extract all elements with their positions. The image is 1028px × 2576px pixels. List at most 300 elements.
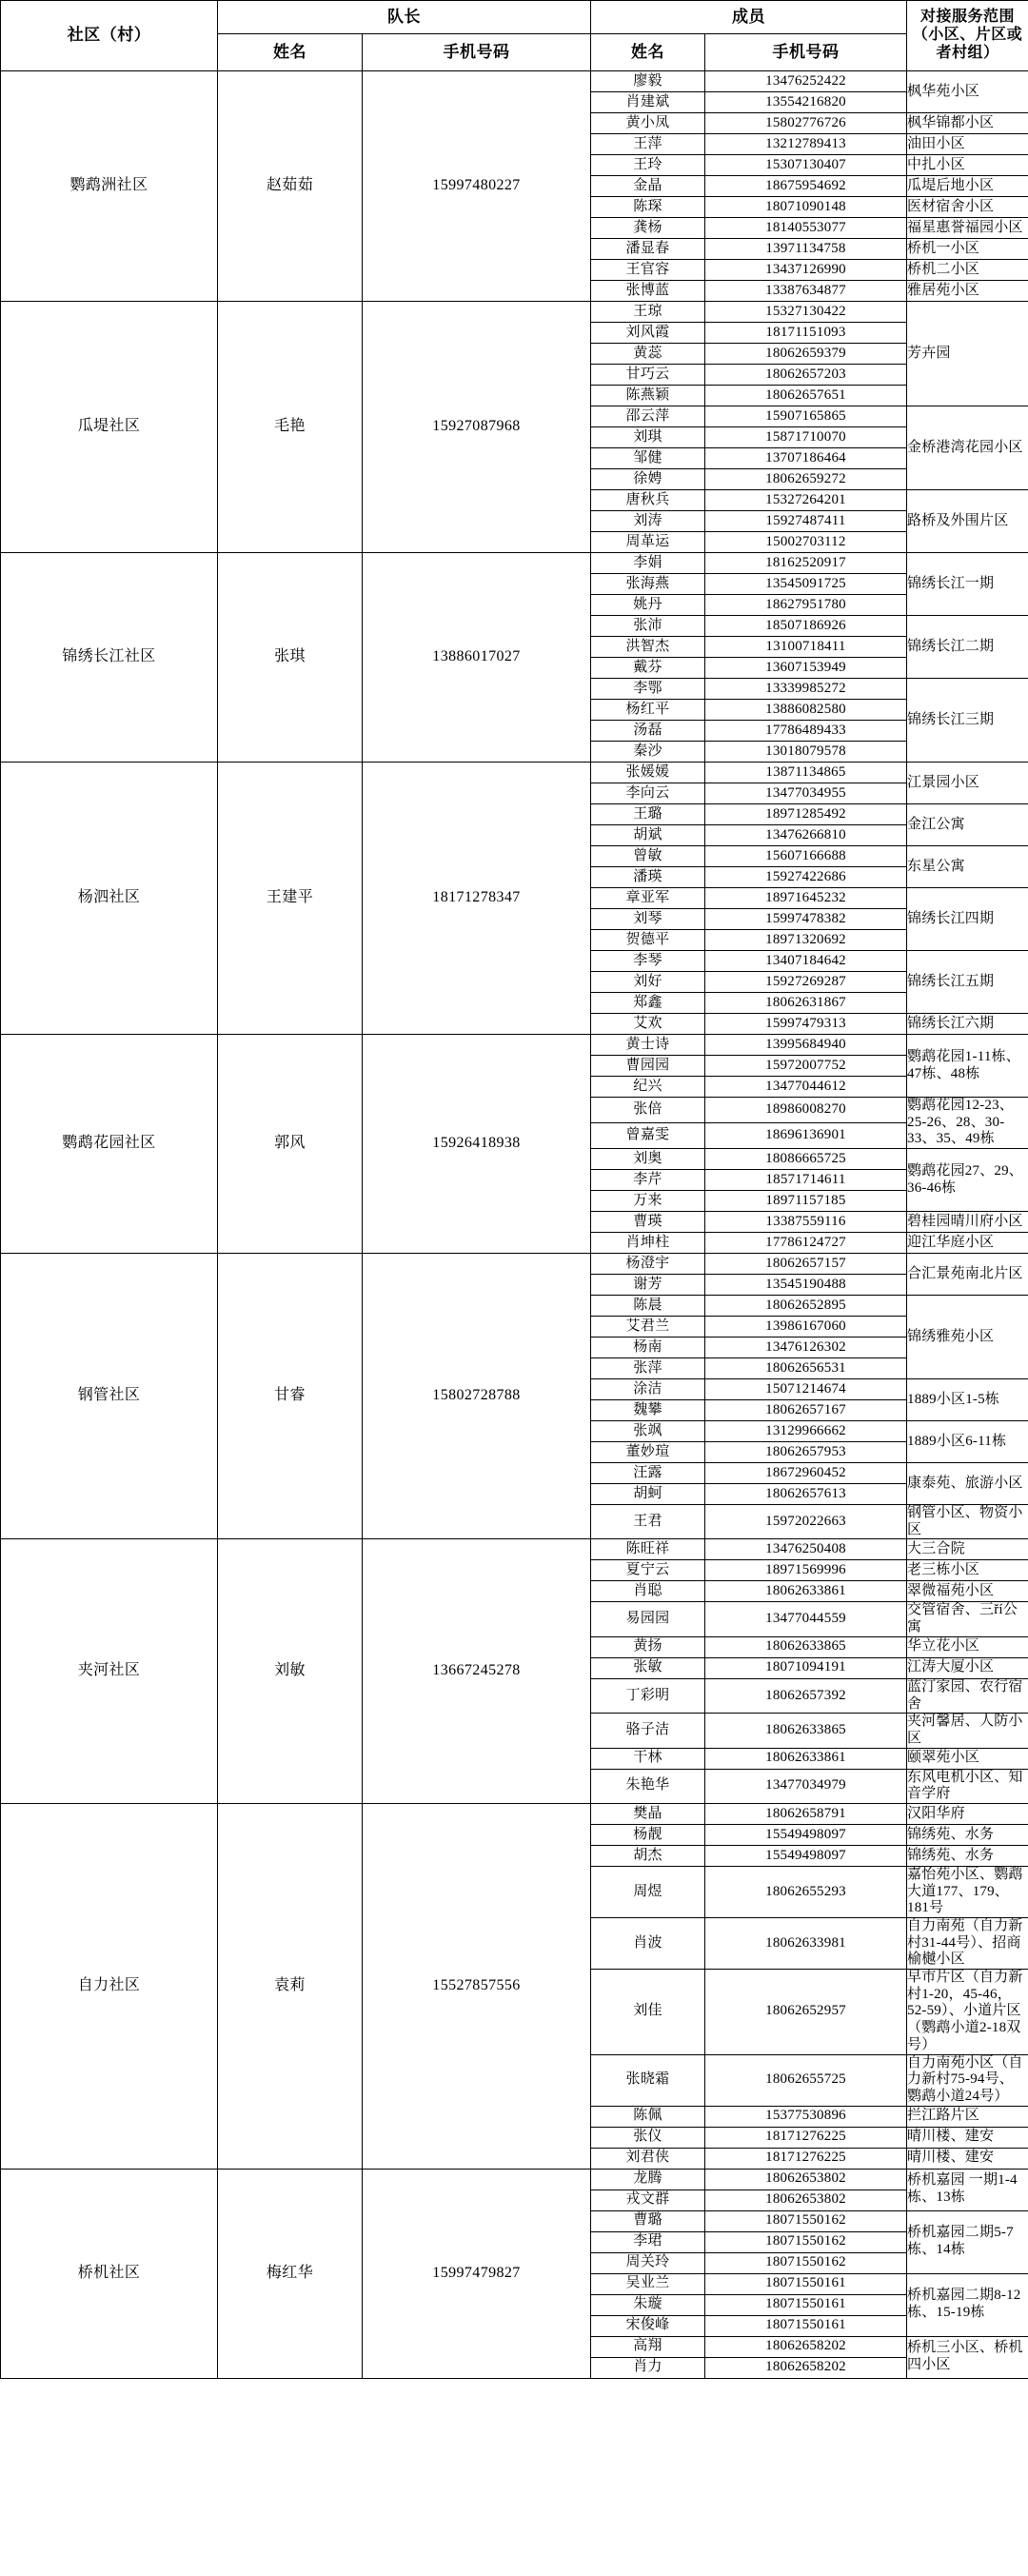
cell-member-phone: 15327130422 — [705, 302, 907, 323]
cell-leader_phone: 15926418938 — [363, 1035, 591, 1254]
cell-member-phone: 15927269287 — [705, 972, 907, 993]
cell-member-phone: 18062657203 — [705, 365, 907, 386]
cell-member-name: 李芹 — [591, 1170, 705, 1191]
cell-scope: 中扎小区 — [907, 155, 1028, 176]
cell-member-name: 张倍 — [591, 1098, 705, 1123]
cell-scope: 芳卉园 — [907, 302, 1028, 406]
cell-scope: 汉阳华府 — [907, 1803, 1028, 1824]
cell-member-phone: 15607166688 — [705, 846, 907, 867]
cell-member-name: 肖聪 — [591, 1581, 705, 1602]
cell-member-phone: 13871134865 — [705, 763, 907, 783]
cell-member-name: 邵云萍 — [591, 406, 705, 427]
cell-scope: 医材宿舍小区 — [907, 197, 1028, 218]
cell-scope: 锦绣苑、水务 — [907, 1824, 1028, 1845]
cell-member-name: 戴芬 — [591, 658, 705, 679]
cell-leader_phone: 13886017027 — [363, 553, 591, 763]
cell-scope: 鹦鹉花园27、29、36-46栋 — [907, 1149, 1028, 1212]
cell-member-name: 艾欢 — [591, 1014, 705, 1035]
cell-leader_phone: 15527857556 — [363, 1803, 591, 2169]
cell-member-name: 董妙瑄 — [591, 1442, 705, 1463]
cell-member-name: 杨澄宇 — [591, 1254, 705, 1275]
cell-scope: 江涛大厦小区 — [907, 1657, 1028, 1678]
cell-scope: 华立花小区 — [907, 1636, 1028, 1657]
cell-member-name: 姚丹 — [591, 595, 705, 616]
cell-community: 夹河社区 — [1, 1539, 218, 1804]
cell-member-name: 李娟 — [591, 553, 705, 574]
cell-member-phone: 18062655293 — [705, 1866, 907, 1917]
cell-member-name: 王萍 — [591, 134, 705, 155]
header-member-phone: 手机号码 — [705, 34, 907, 71]
cell-member-phone: 18062652957 — [705, 1970, 907, 2054]
cell-member-phone: 18971569996 — [705, 1560, 907, 1581]
cell-scope: 康泰苑、旅游小区 — [907, 1463, 1028, 1505]
cell-community: 瓜堤社区 — [1, 302, 218, 553]
cell-scope: 锦绣长江一期 — [907, 553, 1028, 616]
header-group-row — [1, 1, 1028, 34]
cell-member-name: 龙腾 — [591, 2169, 705, 2190]
cell-scope: 合汇景苑南北片区 — [907, 1254, 1028, 1296]
cell-scope: 锦绣长江二期 — [907, 616, 1028, 679]
cell-member-phone: 18062657392 — [705, 1678, 907, 1713]
header-group-member: 成员 — [591, 1, 907, 34]
cell-member-name: 陈燕颖 — [591, 386, 705, 406]
cell-member-phone: 18675954692 — [705, 176, 907, 197]
cell-member-phone: 18171276225 — [705, 2127, 907, 2148]
cell-member-phone: 18062657157 — [705, 1254, 907, 1275]
cell-member-name: 张海燕 — [591, 574, 705, 595]
cell-member-phone: 18071550161 — [705, 2315, 907, 2336]
cell-member-phone: 13545091725 — [705, 574, 907, 595]
cell-leader_phone: 15927087968 — [363, 302, 591, 553]
cell-member-name: 贺德平 — [591, 930, 705, 951]
cell-member-name: 夏宁云 — [591, 1560, 705, 1581]
cell-member-name: 李鄂 — [591, 679, 705, 700]
cell-member-phone: 18627951780 — [705, 595, 907, 616]
cell-member-name: 黄蕊 — [591, 344, 705, 365]
cell-member-phone: 18062659379 — [705, 344, 907, 365]
cell-member-name: 洪智杰 — [591, 637, 705, 658]
cell-leader_phone: 13667245278 — [363, 1539, 591, 1804]
table-row — [1, 1803, 1028, 1824]
cell-member-phone: 13477044559 — [705, 1602, 907, 1636]
cell-scope: 桥机二小区 — [907, 260, 1028, 281]
cell-member-name: 张晓霜 — [591, 2054, 705, 2106]
cell-leader_name: 梅红华 — [218, 2169, 363, 2378]
cell-member-phone: 18086665725 — [705, 1149, 907, 1170]
cell-member-name: 陈佩 — [591, 2106, 705, 2127]
cell-member-name: 金晶 — [591, 176, 705, 197]
cell-member-name: 张媛媛 — [591, 763, 705, 783]
cell-scope: 1889小区6-11栋 — [907, 1421, 1028, 1463]
cell-member-name: 李向云 — [591, 783, 705, 804]
table-row — [1, 1539, 1028, 1560]
cell-member-name: 高翔 — [591, 2336, 705, 2357]
cell-member-phone: 18062633861 — [705, 1581, 907, 1602]
cell-member-phone: 18071550162 — [705, 2231, 907, 2252]
cell-member-name: 曹园园 — [591, 1056, 705, 1077]
cell-member-phone: 15907165865 — [705, 406, 907, 427]
cell-member-name: 潘显春 — [591, 239, 705, 260]
cell-scope: 交管宿舍、三ří公寓 — [907, 1602, 1028, 1636]
cell-member-phone: 18062652895 — [705, 1296, 907, 1317]
cell-member-phone: 18062631867 — [705, 993, 907, 1014]
cell-scope: 迎江华庭小区 — [907, 1233, 1028, 1254]
cell-member-phone: 13476250408 — [705, 1539, 907, 1560]
cell-scope: 福星惠誉福园小区 — [907, 218, 1028, 239]
cell-scope: 雅居苑小区 — [907, 281, 1028, 302]
cell-scope: 金江公寓 — [907, 804, 1028, 846]
cell-member-phone: 18062653802 — [705, 2169, 907, 2190]
cell-member-phone: 18171151093 — [705, 323, 907, 344]
cell-member-phone: 15549498097 — [705, 1824, 907, 1845]
cell-scope: 早市片区（自力新村1-20，45-46，52-59）、小道片区（鹦鹉小道2-18双号） — [907, 1970, 1028, 2054]
cell-leader_name: 赵茹茹 — [218, 71, 363, 302]
cell-member-name: 张沛 — [591, 616, 705, 637]
cell-member-name: 胡杰 — [591, 1845, 705, 1866]
cell-member-phone: 18062659272 — [705, 469, 907, 490]
cell-member-phone: 15071214674 — [705, 1379, 907, 1400]
cell-member-phone: 13212789413 — [705, 134, 907, 155]
header-community: 社区（村） — [1, 1, 218, 71]
cell-member-name: 肖波 — [591, 1918, 705, 1970]
cell-member-phone: 18971320692 — [705, 930, 907, 951]
cell-member-name: 龚杨 — [591, 218, 705, 239]
cell-member-name: 黄士诗 — [591, 1035, 705, 1056]
cell-leader_name: 毛艳 — [218, 302, 363, 553]
cell-member-phone: 15377530896 — [705, 2106, 907, 2127]
cell-scope: 颐翠苑小区 — [907, 1748, 1028, 1769]
cell-member-phone: 18071090148 — [705, 197, 907, 218]
cell-member-phone: 13886082580 — [705, 700, 907, 721]
cell-member-name: 涂洁 — [591, 1379, 705, 1400]
cell-member-name: 周关玲 — [591, 2252, 705, 2273]
cell-scope: 锦绣长江六期 — [907, 1014, 1028, 1035]
cell-member-name: 胡蚵 — [591, 1484, 705, 1505]
cell-member-name: 张飒 — [591, 1421, 705, 1442]
cell-member-name: 周革运 — [591, 532, 705, 553]
cell-scope: 老三栋小区 — [907, 1560, 1028, 1581]
cell-member-name: 王君 — [591, 1505, 705, 1539]
cell-scope: 碧桂园晴川府小区 — [907, 1212, 1028, 1233]
cell-member-phone: 18062633861 — [705, 1748, 907, 1769]
cell-member-phone: 18062633865 — [705, 1714, 907, 1748]
header-leader-name: 姓名 — [218, 34, 363, 71]
cell-scope: 嘉怡苑小区、鹦鹉大道177、179、181号 — [907, 1866, 1028, 1917]
cell-scope: 瓜堤后地小区 — [907, 176, 1028, 197]
table-row — [1, 553, 1028, 574]
cell-member-phone: 15307130407 — [705, 155, 907, 176]
cell-member-phone: 13387634877 — [705, 281, 907, 302]
cell-member-name: 陈晨 — [591, 1296, 705, 1317]
cell-member-phone: 13707186464 — [705, 448, 907, 469]
cell-member-phone: 13476266810 — [705, 825, 907, 846]
cell-leader_name: 郭风 — [218, 1035, 363, 1254]
cell-scope: 锦绣苑、水务 — [907, 1845, 1028, 1866]
cell-member-name: 王琼 — [591, 302, 705, 323]
cell-scope: 自力南苑（自力新村31-44号）、招商榆樾小区 — [907, 1918, 1028, 1970]
cell-member-phone: 15802776726 — [705, 113, 907, 134]
cell-member-name: 廖毅 — [591, 71, 705, 92]
cell-member-phone: 18071550161 — [705, 2273, 907, 2294]
cell-member-name: 黄小凤 — [591, 113, 705, 134]
header-group-leader: 队长 — [218, 1, 591, 34]
cell-member-name: 樊晶 — [591, 1803, 705, 1824]
cell-member-name: 肖坤柱 — [591, 1233, 705, 1254]
cell-member-phone: 17786124727 — [705, 1233, 907, 1254]
cell-member-phone: 13986167060 — [705, 1317, 907, 1338]
cell-member-name: 易园园 — [591, 1602, 705, 1636]
cell-member-name: 陈旺祥 — [591, 1539, 705, 1560]
cell-scope: 1889小区1-5栋 — [907, 1379, 1028, 1421]
cell-member-name: 黄扬 — [591, 1636, 705, 1657]
cell-member-name: 艾君兰 — [591, 1317, 705, 1338]
cell-scope: 翠微福苑小区 — [907, 1581, 1028, 1602]
cell-member-phone: 13437126990 — [705, 260, 907, 281]
cell-member-phone: 18140553077 — [705, 218, 907, 239]
cell-member-phone: 18971645232 — [705, 888, 907, 909]
cell-scope: 晴川楼、建安 — [907, 2127, 1028, 2148]
cell-member-phone: 15927422686 — [705, 867, 907, 888]
table-body — [1, 71, 1028, 2379]
cell-scope: 钢管小区、物资小区 — [907, 1505, 1028, 1539]
cell-leader_name: 刘敏 — [218, 1539, 363, 1804]
cell-member-name: 刘君侠 — [591, 2148, 705, 2169]
cell-scope: 枫华苑小区 — [907, 71, 1028, 113]
cell-member-phone: 13477044612 — [705, 1077, 907, 1098]
cell-member-name: 刘琴 — [591, 909, 705, 930]
cell-member-phone: 13545190488 — [705, 1275, 907, 1296]
cell-member-phone: 18062655725 — [705, 2054, 907, 2106]
cell-scope: 油田小区 — [907, 134, 1028, 155]
header-member-name: 姓名 — [591, 34, 705, 71]
table-row — [1, 763, 1028, 783]
cell-scope: 蓝汀家园、农行宿舍 — [907, 1678, 1028, 1713]
cell-member-name: 甘巧云 — [591, 365, 705, 386]
header-leader-phone: 手机号码 — [363, 34, 591, 71]
cell-member-phone: 13339985272 — [705, 679, 907, 700]
cell-member-phone: 13971134758 — [705, 239, 907, 260]
cell-member-name: 戎文群 — [591, 2190, 705, 2210]
cell-member-phone: 18062658202 — [705, 2357, 907, 2378]
cell-member-phone: 13407184642 — [705, 951, 907, 972]
cell-member-phone: 13018079578 — [705, 742, 907, 763]
cell-member-phone: 18062653802 — [705, 2190, 907, 2210]
cell-leader_name: 甘睿 — [218, 1254, 363, 1539]
cell-member-phone: 18062657953 — [705, 1442, 907, 1463]
cell-member-name: 秦沙 — [591, 742, 705, 763]
cell-member-phone: 13554216820 — [705, 92, 907, 113]
cell-scope: 锦绣长江三期 — [907, 679, 1028, 763]
cell-member-phone: 13476126302 — [705, 1338, 907, 1358]
cell-member-name: 郑鑫 — [591, 993, 705, 1014]
cell-scope: 桥机嘉园二期5-7栋、14栋 — [907, 2210, 1028, 2273]
cell-member-name: 曾敏 — [591, 846, 705, 867]
cell-member-name: 周煜 — [591, 1866, 705, 1917]
cell-scope: 桥机一小区 — [907, 239, 1028, 260]
cell-member-name: 张仪 — [591, 2127, 705, 2148]
cell-scope: 金桥港湾花园小区 — [907, 406, 1028, 490]
cell-member-name: 万来 — [591, 1191, 705, 1212]
cell-member-phone: 18571714611 — [705, 1170, 907, 1191]
cell-member-phone: 13100718411 — [705, 637, 907, 658]
table-row — [1, 1035, 1028, 1056]
cell-member-name: 刘琪 — [591, 427, 705, 448]
cell-community: 钢管社区 — [1, 1254, 218, 1539]
cell-member-name: 邹健 — [591, 448, 705, 469]
cell-member-name: 朱艳华 — [591, 1769, 705, 1803]
cell-member-phone: 13129966662 — [705, 1421, 907, 1442]
cell-member-name: 丁彩明 — [591, 1678, 705, 1713]
cell-member-name: 魏攀 — [591, 1400, 705, 1421]
cell-member-phone: 13477034955 — [705, 783, 907, 804]
cell-member-name: 唐秋兵 — [591, 490, 705, 511]
cell-member-name: 章亚军 — [591, 888, 705, 909]
cell-member-name: 刘佳 — [591, 1970, 705, 2054]
cell-scope: 东风电机小区、知音学府 — [907, 1769, 1028, 1803]
cell-member-phone: 13607153949 — [705, 658, 907, 679]
cell-member-phone: 13477034979 — [705, 1769, 907, 1803]
cell-member-name: 吴业兰 — [591, 2273, 705, 2294]
cell-member-name: 纪兴 — [591, 1077, 705, 1098]
cell-member-phone: 18071550162 — [705, 2252, 907, 2273]
table-header — [1, 1, 1028, 71]
cell-member-phone: 18071094191 — [705, 1657, 907, 1678]
cell-member-phone: 15927487411 — [705, 511, 907, 532]
cell-member-name: 刘奥 — [591, 1149, 705, 1170]
cell-community: 自力社区 — [1, 1803, 218, 2169]
cell-member-phone: 18986008270 — [705, 1098, 907, 1123]
cell-scope: 桥机嘉园 一期1-4栋、13栋 — [907, 2169, 1028, 2210]
cell-member-name: 杨红平 — [591, 700, 705, 721]
cell-member-phone: 15002703112 — [705, 532, 907, 553]
table-row — [1, 2169, 1028, 2190]
cell-member-name: 刘好 — [591, 972, 705, 993]
cell-member-phone: 15997478382 — [705, 909, 907, 930]
cell-member-name: 朱璇 — [591, 2294, 705, 2315]
cell-member-phone: 18062657613 — [705, 1484, 907, 1505]
cell-scope: 鹦鹉花园1-11栋、47栋、48栋 — [907, 1035, 1028, 1098]
cell-scope: 枫华锦都小区 — [907, 113, 1028, 134]
cell-member-name: 刘风霞 — [591, 323, 705, 344]
cell-scope: 鹦鹉花园12-23、25-26、28、30-33、35、49栋 — [907, 1098, 1028, 1149]
cell-scope: 大三合院 — [907, 1539, 1028, 1560]
cell-leader_phone: 15997480227 — [363, 71, 591, 302]
header-scope-line1: 对接服务范围 — [919, 9, 1015, 26]
cell-leader_name: 王建平 — [218, 763, 363, 1035]
cell-member-phone: 18062656531 — [705, 1358, 907, 1379]
cell-leader_phone: 15997479827 — [363, 2169, 591, 2378]
cell-scope: 锦绣长江四期 — [907, 888, 1028, 951]
cell-member-phone: 18507186926 — [705, 616, 907, 637]
cell-member-phone: 18062633865 — [705, 1636, 907, 1657]
cell-member-name: 胡斌 — [591, 825, 705, 846]
cell-member-phone: 13387559116 — [705, 1212, 907, 1233]
cell-member-name: 汤磊 — [591, 721, 705, 742]
cell-member-name: 曹瑛 — [591, 1212, 705, 1233]
cell-community: 桥机社区 — [1, 2169, 218, 2378]
cell-member-name: 张敏 — [591, 1657, 705, 1678]
cell-member-name: 谢芳 — [591, 1275, 705, 1296]
cell-scope: 自力南苑小区（自力新村75-94号、鹦鹉小道24号） — [907, 2054, 1028, 2106]
header-scope — [907, 1, 1028, 71]
cell-member-name: 曹璐 — [591, 2210, 705, 2231]
cell-member-phone: 18071550161 — [705, 2294, 907, 2315]
cell-community: 锦绣长江社区 — [1, 553, 218, 763]
cell-member-phone: 18971285492 — [705, 804, 907, 825]
header-scope-line2: （小区、片区或者村组） — [912, 27, 1023, 61]
table-row — [1, 1254, 1028, 1275]
cell-scope: 桥机嘉园二期8-12栋、15-19栋 — [907, 2273, 1028, 2336]
cell-member-phone: 18071550162 — [705, 2210, 907, 2231]
cell-member-name: 曾嘉雯 — [591, 1123, 705, 1149]
cell-member-phone: 18062658791 — [705, 1803, 907, 1824]
cell-scope: 东星公寓 — [907, 846, 1028, 888]
cell-scope: 锦绣雅苑小区 — [907, 1296, 1028, 1379]
cell-member-phone: 15972007752 — [705, 1056, 907, 1077]
cell-scope: 江景园小区 — [907, 763, 1028, 804]
cell-member-name: 徐娉 — [591, 469, 705, 490]
cell-scope: 锦绣长江五期 — [907, 951, 1028, 1014]
cell-member-name: 李珺 — [591, 2231, 705, 2252]
cell-member-name: 李琴 — [591, 951, 705, 972]
cell-member-name: 干林 — [591, 1748, 705, 1769]
cell-scope: 路桥及外围片区 — [907, 490, 1028, 553]
cell-member-name: 王官容 — [591, 260, 705, 281]
cell-member-name: 刘涛 — [591, 511, 705, 532]
cell-member-name: 宋俊峰 — [591, 2315, 705, 2336]
cell-member-phone: 15327264201 — [705, 490, 907, 511]
cell-community: 鹦鹉洲社区 — [1, 71, 218, 302]
cell-member-phone: 15871710070 — [705, 427, 907, 448]
cell-member-phone: 17786489433 — [705, 721, 907, 742]
cell-scope: 拦江路片区 — [907, 2106, 1028, 2127]
cell-leader_name: 张琪 — [218, 553, 363, 763]
cell-member-name: 杨南 — [591, 1338, 705, 1358]
cell-member-name: 肖建斌 — [591, 92, 705, 113]
cell-member-phone: 15997479313 — [705, 1014, 907, 1035]
cell-member-name: 骆子洁 — [591, 1714, 705, 1748]
cell-member-phone: 15972022663 — [705, 1505, 907, 1539]
cell-member-phone: 18062657651 — [705, 386, 907, 406]
cell-member-name: 杨靓 — [591, 1824, 705, 1845]
cell-member-name: 肖力 — [591, 2357, 705, 2378]
cell-member-phone: 18171276225 — [705, 2148, 907, 2169]
cell-member-name: 王玲 — [591, 155, 705, 176]
cell-scope: 桥机三小区、桥机四小区 — [907, 2336, 1028, 2378]
cell-leader_phone: 18171278347 — [363, 763, 591, 1035]
cell-member-phone: 13476252422 — [705, 71, 907, 92]
cell-member-phone: 13995684940 — [705, 1035, 907, 1056]
cell-scope: 晴川楼、建安 — [907, 2148, 1028, 2169]
cell-member-name: 汪露 — [591, 1463, 705, 1484]
table-row — [1, 302, 1028, 323]
cell-member-phone: 18062658202 — [705, 2336, 907, 2357]
cell-scope: 夹河馨居、人防小区 — [907, 1714, 1028, 1748]
cell-member-name: 张博蓝 — [591, 281, 705, 302]
cell-member-phone: 18062657167 — [705, 1400, 907, 1421]
cell-community: 鹦鹉花园社区 — [1, 1035, 218, 1254]
cell-member-phone: 18672960452 — [705, 1463, 907, 1484]
cell-member-phone: 18162520917 — [705, 553, 907, 574]
cell-community: 杨泗社区 — [1, 763, 218, 1035]
cell-member-name: 陈琛 — [591, 197, 705, 218]
cell-member-phone: 18696136901 — [705, 1123, 907, 1149]
cell-member-phone: 18062633981 — [705, 1918, 907, 1970]
table-row — [1, 71, 1028, 92]
cell-member-name: 王璐 — [591, 804, 705, 825]
cell-member-name: 张萍 — [591, 1358, 705, 1379]
cell-member-name: 潘瑛 — [591, 867, 705, 888]
